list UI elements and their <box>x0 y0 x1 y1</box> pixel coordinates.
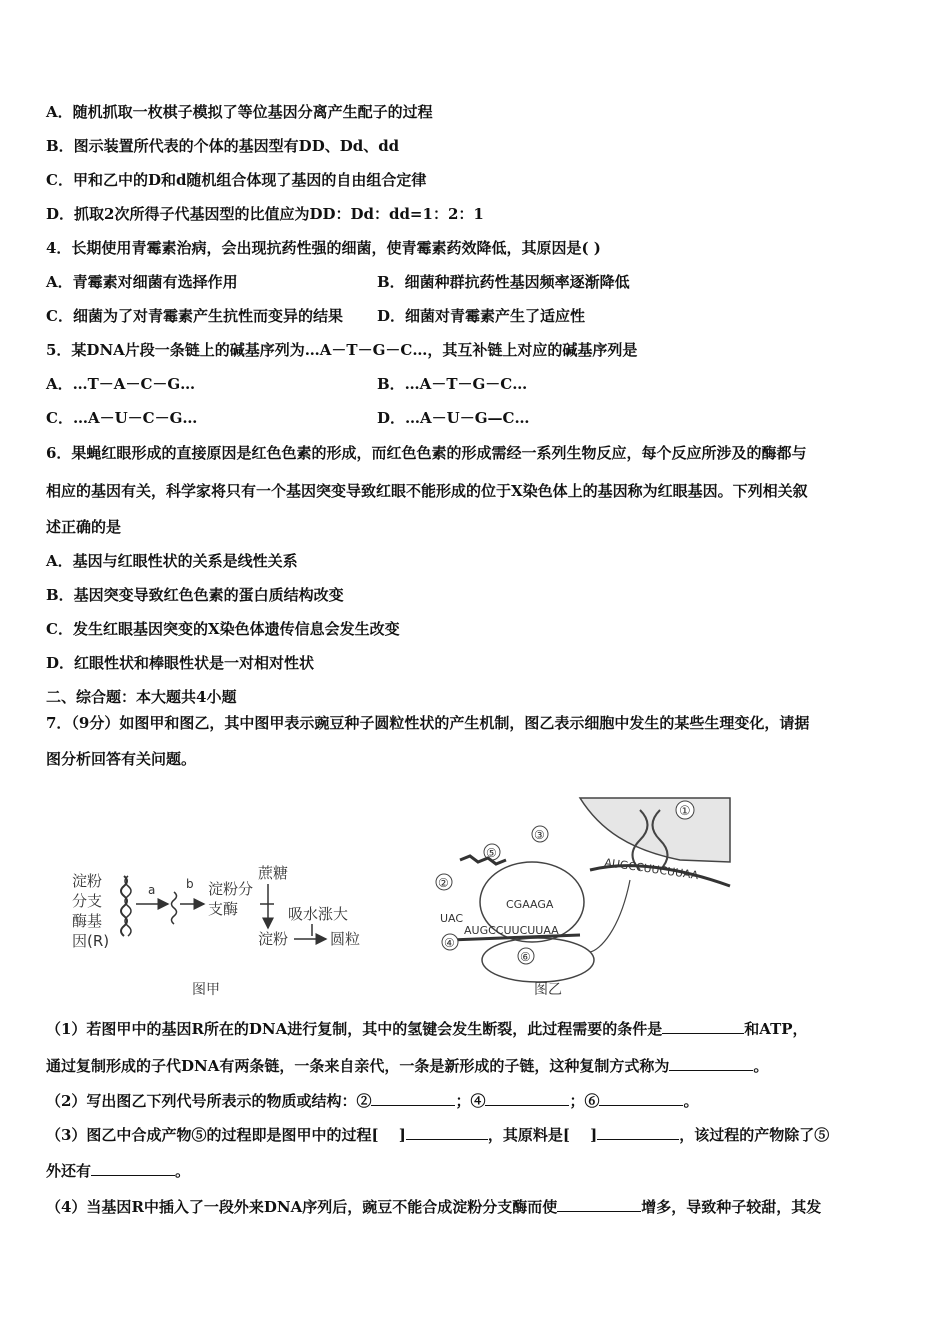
answer-blank-5[interactable] <box>599 1090 683 1106</box>
answer-blank-7[interactable] <box>597 1124 679 1140</box>
q5-option-d: D．…A－U－G—C… <box>377 409 530 427</box>
figure-yi <box>430 790 740 1002</box>
label-1: ① <box>679 804 691 819</box>
nucleus-region <box>580 798 730 862</box>
q4-option-a: A．青霉素对细菌有选择作用 <box>46 273 238 291</box>
q6-stem-line3: 述正确的是 <box>46 518 122 536</box>
sub4-line: （4）当基因R中插入了一段外来DNA序列后，豌豆不能合成淀粉分支酶而使 增多，导致种子较甜，其发 <box>46 1198 822 1216</box>
label-4: ④ <box>444 936 455 950</box>
q6-stem-line2: 相应的基因有关，科学家将只有一个基因突变导致红眼不能形成的位于X染色体上的基因称为红眼基因。下列相关叙 <box>46 482 808 500</box>
sequence-top: AUGCCUUCUUAA <box>603 856 700 883</box>
anticodon-label: UAC <box>440 912 464 925</box>
q5-option-c: C．…A－U－C－G… <box>46 409 198 427</box>
figure-yi-caption: 图乙 <box>534 982 562 998</box>
enzyme-label-line2: 支酶 <box>208 900 239 918</box>
q6-option-d: D．红眼性状和棒眼性状是一对相对性状 <box>46 654 315 672</box>
answer-blank-4[interactable] <box>485 1090 569 1106</box>
q6-option-b: B．基因突变导致红色色素的蛋白质结构改变 <box>46 586 344 604</box>
q3-option-b: B．图示装置所代表的个体的基因型有DD、Dd、dd <box>46 137 400 155</box>
q4-option-b: B．细菌种群抗药性基因频率逐渐降低 <box>377 273 630 291</box>
q3-option-c: C．甲和乙中的D和d随机组合体现了基因的自由组合定律 <box>46 171 427 189</box>
q4-stem: 4．长期使用青霉素治病，会出现抗药性强的细菌，使青霉素药效降低，其原因是( ) <box>46 239 601 257</box>
q3-option-d: D．抓取2次所得子代基因型的比值应为DD：Dd：dd=1：2：1 <box>46 205 484 223</box>
q3-option-a: A．随机抓取一枚棋子模拟了等位基因分离产生配子的过程 <box>46 103 433 121</box>
answer-blank-6[interactable] <box>406 1124 488 1140</box>
section-heading: 二、综合题：本大题共4小题 <box>46 688 237 706</box>
answer-blank-9[interactable] <box>557 1196 641 1212</box>
q6-stem-line1: 6．果蝇红眼形成的直接原因是红色色素的形成，而红色色素的形成需经一系列生物反应，每个反应所涉及的酶都与 <box>46 444 807 462</box>
answer-blank-8[interactable] <box>91 1160 175 1176</box>
q4-option-d: D．细菌对青霉素产生了适应性 <box>377 307 586 325</box>
mrna-icon <box>172 892 177 924</box>
q6-option-c: C．发生红眼基因突变的X染色体遗传信息会发生改变 <box>46 620 400 638</box>
sequence-bottom: AUGCCUUCUUAA <box>464 924 559 937</box>
q6-option-a: A．基因与红眼性状的关系是线性关系 <box>46 552 298 570</box>
ribosome-small <box>482 938 594 982</box>
sub1-line1: （1）若图甲中的基因R所在的DNA进行复制，其中的氢键会发生断裂，此过程需要的条件是 和ATP， <box>46 1020 808 1038</box>
sub3-line1: （3）图乙中合成产物⑤的过程即是图甲中的过程[ ] ，其原料是[ ] ，该过程的产物除了⑤ <box>46 1126 830 1144</box>
arrow-b-label: b <box>186 877 194 891</box>
sucrose-label: 蔗糖 <box>258 864 289 882</box>
answer-blank-1[interactable] <box>662 1018 744 1034</box>
transport-arrow <box>590 880 630 952</box>
starch-label: 淀粉 <box>258 930 289 948</box>
q4-option-c: C．细菌为了对青霉素产生抗性而变异的结果 <box>46 307 343 325</box>
enzyme-label-line1: 淀粉分 <box>208 880 254 898</box>
figure-jia <box>68 856 398 1001</box>
label-2: ② <box>438 876 449 890</box>
sub3-line2: 外还有 。 <box>46 1162 191 1180</box>
gene-label-line3: 酶基 <box>72 912 103 930</box>
round-seed-label: 圆粒 <box>330 930 361 948</box>
q7-stem-line1: 7．（9分）如图甲和图乙，其中图甲表示豌豆种子圆粒性状的产生机制，图乙表示细胞中发生的某些生理变化，请据 <box>46 714 810 732</box>
sub1-line2: 通过复制形成的子代DNA有两条链，一条来自亲代，一条是新形成的子链，这种复制方式称为 。 <box>46 1057 769 1075</box>
label-5: ⑤ <box>486 846 497 860</box>
answer-blank-3[interactable] <box>371 1090 455 1106</box>
polypeptide-chain <box>460 856 506 864</box>
q5-stem: 5．某DNA片段一条链上的碱基序列为…A－T－G－C…，其互补链上对应的碱基序列是 <box>46 341 638 359</box>
answer-blank-2[interactable] <box>669 1055 753 1071</box>
q5-option-a: A．…T－A－C－G… <box>46 375 196 393</box>
sequence-mid: CGAAGA <box>506 898 554 911</box>
figure-jia-caption: 图甲 <box>192 982 220 998</box>
label-6: ⑥ <box>520 950 531 964</box>
q5-option-b: B．…A－T－G－C… <box>377 375 528 393</box>
q7-stem-line2: 图分析回答有关问题。 <box>46 750 197 768</box>
label-3: ③ <box>534 828 545 842</box>
water-absorb-label: 吸水涨大 <box>288 905 349 923</box>
arrow-a-label: a <box>148 883 156 897</box>
sub2-line: （2）写出图乙下列代号所表示的物质或结构：② ；④ ；⑥ 。 <box>46 1092 699 1110</box>
gene-label-line1: 淀粉 <box>72 872 103 890</box>
gene-label-line2: 分支 <box>72 892 103 910</box>
gene-label-line4: 因(R) <box>72 932 110 950</box>
